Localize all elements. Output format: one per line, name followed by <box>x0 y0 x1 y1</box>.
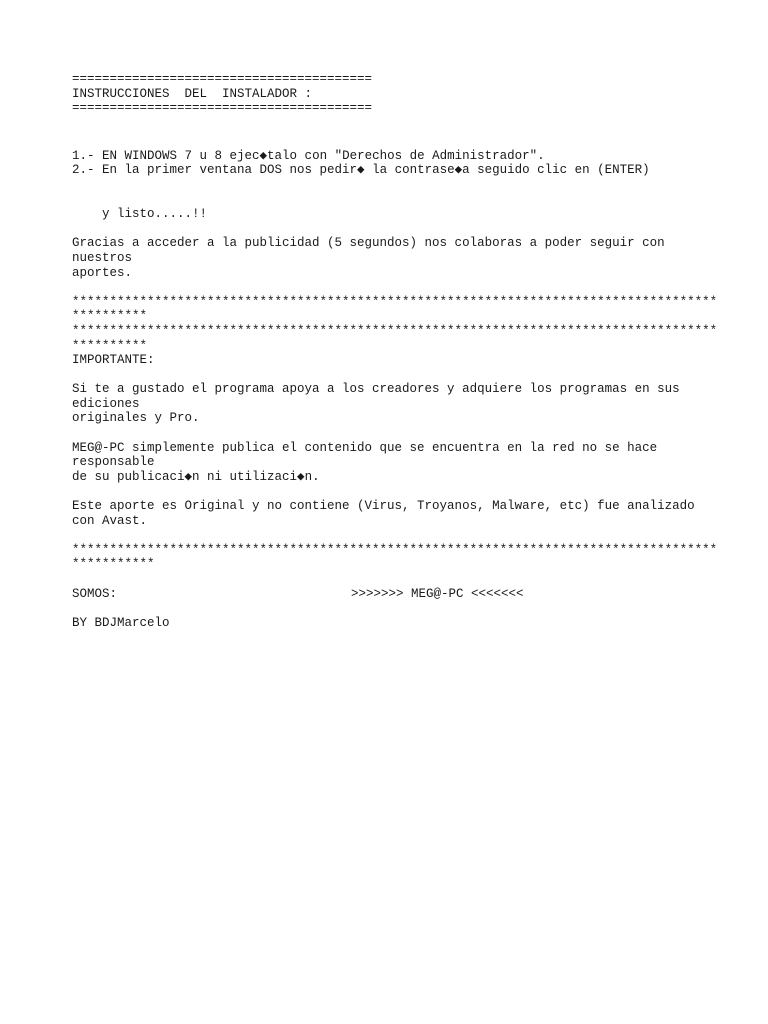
separator-2b: ********** <box>72 338 148 353</box>
scan-line-1: Este aporte es Original y no contiene (Virus, Troyanos, Malware, etc) fue analizado <box>72 499 695 514</box>
support-line-3: originales y Pro. <box>72 411 200 426</box>
somos-row <box>72 587 712 602</box>
thanks-line-3: aportes. <box>72 265 133 280</box>
support-line-2: ediciones <box>72 396 140 411</box>
separator-2a: ************************************************************************************** <box>72 323 718 338</box>
document-page <box>72 72 718 630</box>
support-line-1: Si te a gustado el programa apoya a los creadores y adquiere los programas en sus <box>72 382 680 397</box>
important-label: IMPORTANTE: <box>72 353 155 368</box>
by-line: BY BDJMarcelo <box>72 615 170 630</box>
somos-value: >>>>>>> MEG@-PC <<<<<<< <box>351 586 524 601</box>
step-1: 1.- EN WINDOWS 7 u 8 ejec◆talo con "Derechos de Administrador". <box>72 148 545 163</box>
separator-3b: *********** <box>72 557 155 572</box>
page-title: INSTRUCCIONES DEL INSTALADOR : <box>72 86 313 101</box>
disclaimer-line-1: MEG@-PC simplemente publica el contenido que se encuentra en la red no se hace <box>72 440 658 455</box>
header-rule-bottom: ======================================== <box>72 101 373 116</box>
separator-1a: ************************************************************************************** <box>72 294 718 309</box>
thanks-line-1: Gracias a acceder a la publicidad (5 segundos) nos colaboras a poder seguir con <box>72 236 665 251</box>
somos-label: SOMOS: <box>72 586 118 601</box>
done-text: y listo.....!! <box>72 207 208 222</box>
separator-1b: ********** <box>72 309 148 324</box>
scan-line-2: con Avast. <box>72 513 148 528</box>
separator-3a: ************************************************************************************** <box>72 542 718 557</box>
disclaimer-line-2: responsable <box>72 455 155 470</box>
disclaimer-line-3: de su publicaci◆n ni utilizaci◆n. <box>72 469 320 484</box>
step-2: 2.- En la primer ventana DOS nos pedir◆ la contrase◆a seguido clic en (ENTER) <box>72 163 650 178</box>
thanks-line-2: nuestros <box>72 250 133 265</box>
header-rule-top: ======================================== <box>72 72 373 86</box>
